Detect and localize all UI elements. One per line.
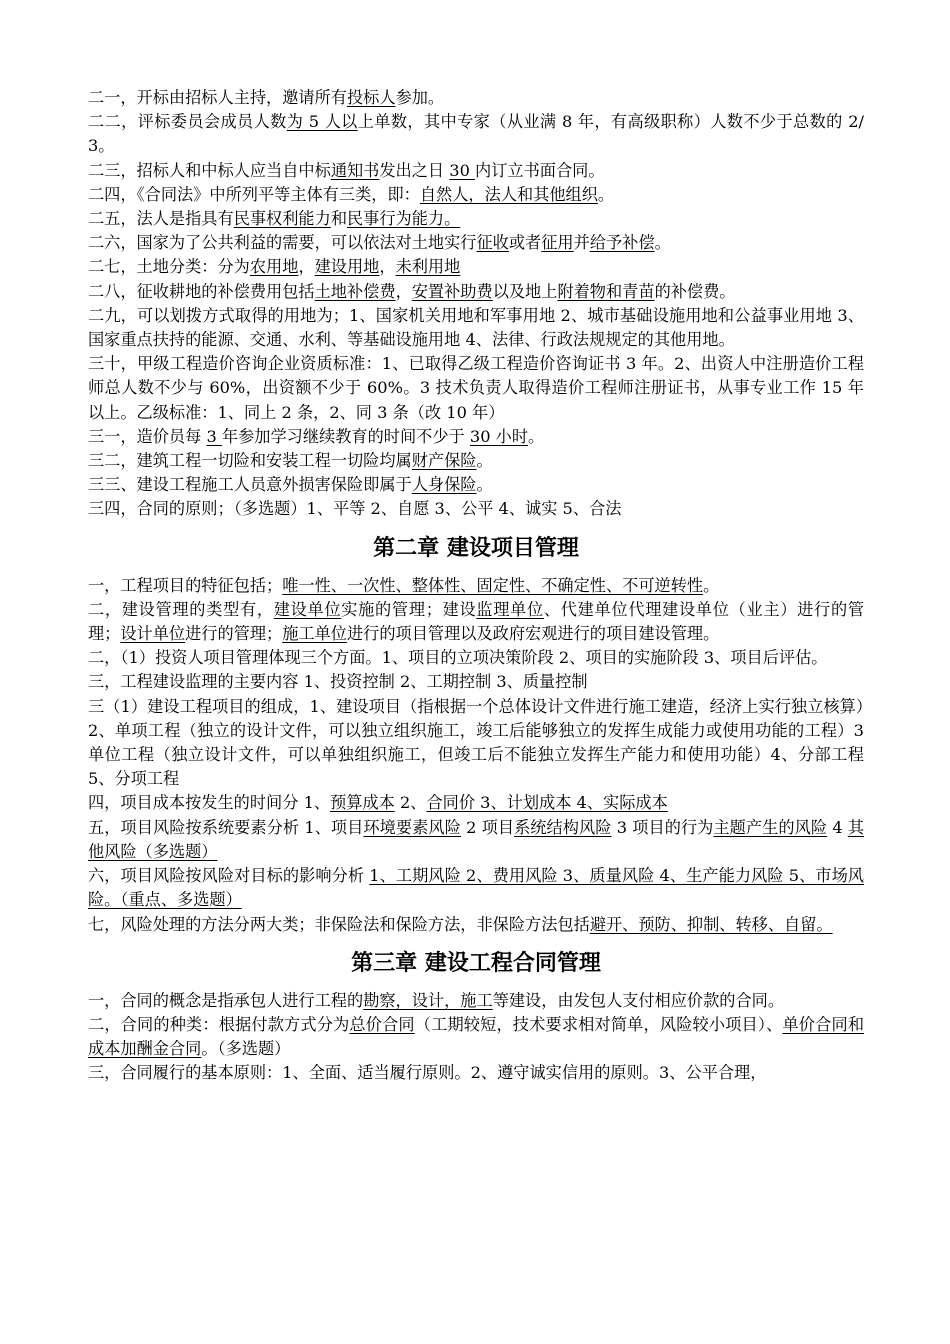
text-run: 三四，合同的原则；（多选题）1、平等 2、自愿 3、公平 4、诚实 5、合法 [88,499,622,519]
text-run: 年参加学习继续教育的时间不少于 [221,426,470,446]
text-run: 二九，可以划拨方式取得的用地为；1、国家机关用地和军事用地 2、城市基础设施用地和公益事业用地 3、国家重点扶持的能源、交通、水利、等基础设施用地 4、法律、行政法规规定的其他用地。 [88,305,864,350]
paragraph [88,86,864,110]
paragraph [88,159,864,183]
paragraph [88,1013,864,1061]
underlined-text: 1、工期风险 2、费用风险 3、质量风险 4、生产能力风险 5、市场风险。（重点、多选题） [88,866,864,910]
text-run: 二二，评标委员会成员人数 [88,112,287,132]
paragraph [88,425,864,449]
paragraph [88,304,864,352]
text-run: 、代建单位代理建设单位（业主）进行的管理； [88,599,865,644]
underlined-text: 民事权利能力 [233,209,331,229]
paragraph [88,913,864,937]
paragraph [88,473,864,497]
underlined-text: 3 [206,426,222,446]
paragraph [88,646,864,670]
underlined-text: 安置补助费 [411,281,493,301]
text-run: 六，项目风险按风险对目标的影响分析 [88,866,370,886]
text-run: 进行的管理； [185,624,283,644]
text-run: 4 [827,817,848,837]
text-run: 一，合同的概念是指承包人进行工程的 [88,990,364,1010]
underlined-text: 预算成本 [330,793,395,813]
underlined-text: 附着物和青苗 [557,281,655,301]
text-run: 2、 [394,793,427,813]
text-run: 。 [654,233,671,253]
underlined-text: 投标人 [347,88,396,107]
paragraph [88,352,864,425]
underlined-text: 建设单位 [273,599,342,619]
text-run: 三二，建筑工程一切险和安装工程一切险均属 [88,451,412,471]
text-run: 二四，《合同法》中所列平等主体有三类，即： [88,184,420,204]
text-run: 实施的管理；建设 [341,599,477,619]
text-run: 进行的项目管理以及政府宏观进行的项目建设管理。 [347,624,720,644]
paragraph [88,497,864,521]
underlined-text: 建设用地 [314,257,380,277]
text-run: 三，工程建设监理的主要内容 1、投资控制 2、工期控制 3、质量控制 [88,672,588,692]
underlined-text: 环境要素风险 [363,817,461,837]
paragraph [88,791,864,815]
text-run: 二，（1）投资人项目管理体现三个方面。1、项目的立项决策阶段 2、项目的实施阶段 3、项目后评估。 [88,648,828,668]
underlined-text: 征收 [476,233,509,253]
text-run: 二一，开标由招标人主持，邀请所有 [88,88,347,107]
text-run: 三十，甲级工程造价咨询企业资质标准：1、已取得乙级工程造价咨询证书 3 年。2、出资人中注册造价工程师总人数不少与 60%，出资额不少于 60%。3 技术负责人取得造价工程师注册证书，从事专业工作 15 年以上。乙级标准：1、同上 2 条，2、同 3 条（改 10 年） [88,354,864,422]
paragraph [88,183,864,207]
text-run: 内订立书面合同。 [475,160,605,180]
text-run: 或者 [508,233,542,253]
paragraph [88,864,864,912]
text-run: 。 [476,451,493,471]
text-run: 。 [476,475,493,495]
section-chapter2 [88,574,864,937]
text-run: 。 [703,575,720,595]
text-run: 二五，法人是指具有 [88,209,234,229]
underlined-text: 监理单位 [476,599,544,619]
underlined-text: 主题产生的风险 [713,817,828,837]
chapter-3-heading: 第三章 建设工程合同管理 [351,950,601,976]
text-run: 一，工程项目的特征包括； [88,575,283,595]
underlined-text: 人身保险 [411,475,477,495]
underlined-text: 系统结构风险 [514,817,612,837]
paragraph [88,110,864,158]
paragraph [88,1061,864,1085]
underlined-text: 唯一性、一次性、整体性、固定性、不确定性、不可逆转性 [282,575,704,595]
paragraph [88,280,864,304]
underlined-text: 30 小时 [469,426,529,446]
underlined-text: 通知书 [330,160,380,180]
underlined-text: 勘察，设计，施工 [363,990,493,1010]
underlined-text: 给予补偿 [589,233,655,253]
text-run: 二七，土地分类：分为 [88,257,250,277]
underlined-text: 征用 [541,233,574,253]
paragraph [88,695,864,792]
text-run: 二八，征收耕地的补偿费用包括 [88,281,315,301]
underlined-text: 财产保险 [411,451,477,471]
section-chapter3 [88,989,864,1086]
text-run: 三三、建设工程施工人员意外损害保险即属于 [88,475,412,495]
text-run: 并 [573,233,590,253]
paragraph [88,598,864,646]
text-run: 以及地上 [492,281,558,301]
underlined-text: 其他风险（多选题） [88,817,865,861]
text-run: ， [395,281,412,301]
paragraph [88,574,864,598]
paragraph [88,670,864,694]
text-run: 二，建设管理的类型有， [88,599,274,619]
text-run: 二三，招标人和中标人应当自中标 [88,160,331,180]
text-run: 3 项目的行为 [611,817,714,837]
text-run: ， [298,257,315,277]
paragraph [88,816,864,864]
underlined-text: 自然人，法人和其他组织 [419,184,598,204]
text-run: 上单数，其中专家（从业满 8 年，有高级职称）人数不少于总数的 2/3。 [88,112,864,156]
text-run: 五，项目风险按系统要素分析 1、项目 [88,817,364,837]
underlined-text: 避开、预防、抑制、转移、自留。 [589,914,833,934]
underlined-text: 为 5 人以 [286,112,358,132]
paragraph [88,231,864,255]
text-run: 。 [597,184,615,204]
text-run: 三一，造价员每 [88,426,207,446]
underlined-text: 单价合同和成本加酬金合同 [88,1014,865,1059]
paragraph [88,449,864,473]
text-run: 。（多选题） [201,1039,291,1059]
paragraph [88,207,864,231]
underlined-text: 民事行为能力。 [347,209,461,229]
text-run: 的补偿费。 [654,281,736,301]
text-run: 。 [528,426,545,446]
underlined-text: 合同价 3、计划成本 4、实际成本 [426,793,668,813]
text-run: 等建设，由发包人支付相应价款的合同。 [492,990,785,1010]
text-run: 四，项目成本按发生的时间分 1、 [88,793,331,813]
text-run: 二，合同的种类：根据付款方式分为 [88,1014,350,1034]
text-run: 参加。 [395,88,445,107]
text-run: 三，合同履行的基本原则：1、全面、适当履行原则。2、遵守诚实信用的原则。3、公平合理， [88,1063,767,1083]
underlined-text: 总价合同 [349,1014,415,1034]
underlined-text: 农用地 [249,257,299,277]
text-run: （工期较短，技术要求相对简单，风险较小项目）、 [414,1014,783,1034]
text-run: 七，风险处理的方法分两大类；非保险法和保险方法，非保险方法包括 [88,914,590,934]
chapter-2-heading: 第二章 建设项目管理 [373,535,579,561]
text-run: 三（1）建设工程项目的组成，1、建设项目（指根据一个总体设计文件进行施工建造，经济上实行独立核算）2、单项工程（独立的设计文件，可以独立组织施工，竣工后能够独立的发挥生成能力或使用功能的工程）3 单位工程（独立设计文件，可以单独组织施工，但竣工后不能独立发挥生产能力和使用功能）4、分部工程 5、分项工程 [88,696,864,789]
underlined-text: 施工单位 [282,624,347,644]
underlined-text: 30 [449,160,476,180]
paragraph [88,989,864,1013]
underlined-text: 土地补偿费 [314,281,396,301]
text-run: 二六，国家为了公共利益的需要，可以依法对土地实行 [88,233,477,253]
underlined-text: 未利用地 [395,257,461,277]
paragraph [88,255,864,279]
section-chapter1-tail [88,86,864,522]
underlined-text: 设计单位 [120,624,186,644]
text-run: 2 项目 [460,817,515,837]
document-page [88,86,864,1086]
text-run: ， [379,257,396,277]
text-run: 和 [330,209,347,229]
text-run: 发出之日 [379,160,450,180]
